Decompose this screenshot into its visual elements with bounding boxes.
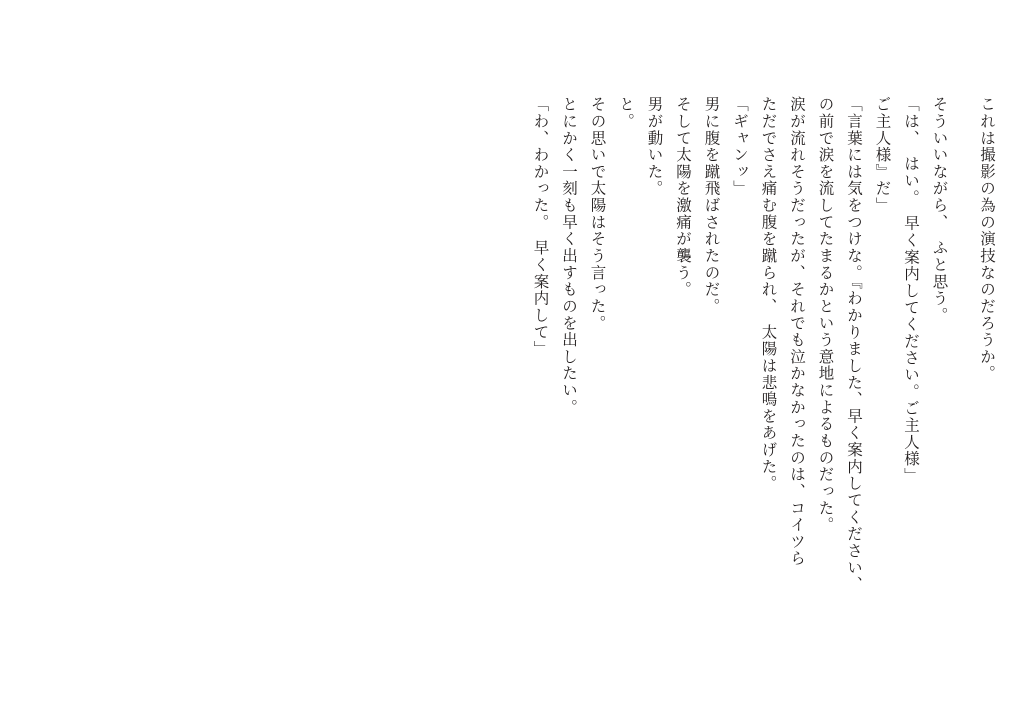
text-line: 「わ、わかった。 早く案内して」 [531, 96, 550, 358]
text-line-spacer [960, 96, 966, 656]
text-line: 男が動いた。 [645, 96, 664, 197]
text-line: 涙が流れそうだったが、それでも泣かなかったのは、コイツら [788, 96, 806, 567]
text-line: と。 [617, 96, 635, 130]
text-line: の前で涙を流してたまるかという意地によるものだった。 [816, 96, 835, 534]
text-line: これは撮影の為の演技なのだろうか。 [978, 96, 996, 382]
text-line: 「は、 はい。 早く案内してください。ご主人様」 [902, 96, 920, 485]
text-line: 男に腹を蹴飛ばされたのだ。 [702, 96, 721, 315]
vertical-text-block [519, 96, 994, 656]
text-line: その思いで太陽はそう言った。 [588, 96, 607, 332]
text-line: そういいながら、 ふと思う。 [930, 96, 949, 324]
text-line: ただでさえ痛む腹を蹴られ、 太陽は悲鳴をあげた。 [759, 96, 778, 492]
text-line: そして太陽を激痛が襲う。 [674, 96, 692, 298]
text-line: 「ギャンッ」 [731, 96, 749, 197]
text-line: 「言葉には気をつけな。『わかりました、早く案内してください、 [845, 96, 863, 593]
text-line: とにかく一刻も早く出すものを出したい。 [560, 96, 578, 416]
text-line: ご主人様』だ」 [873, 96, 892, 214]
